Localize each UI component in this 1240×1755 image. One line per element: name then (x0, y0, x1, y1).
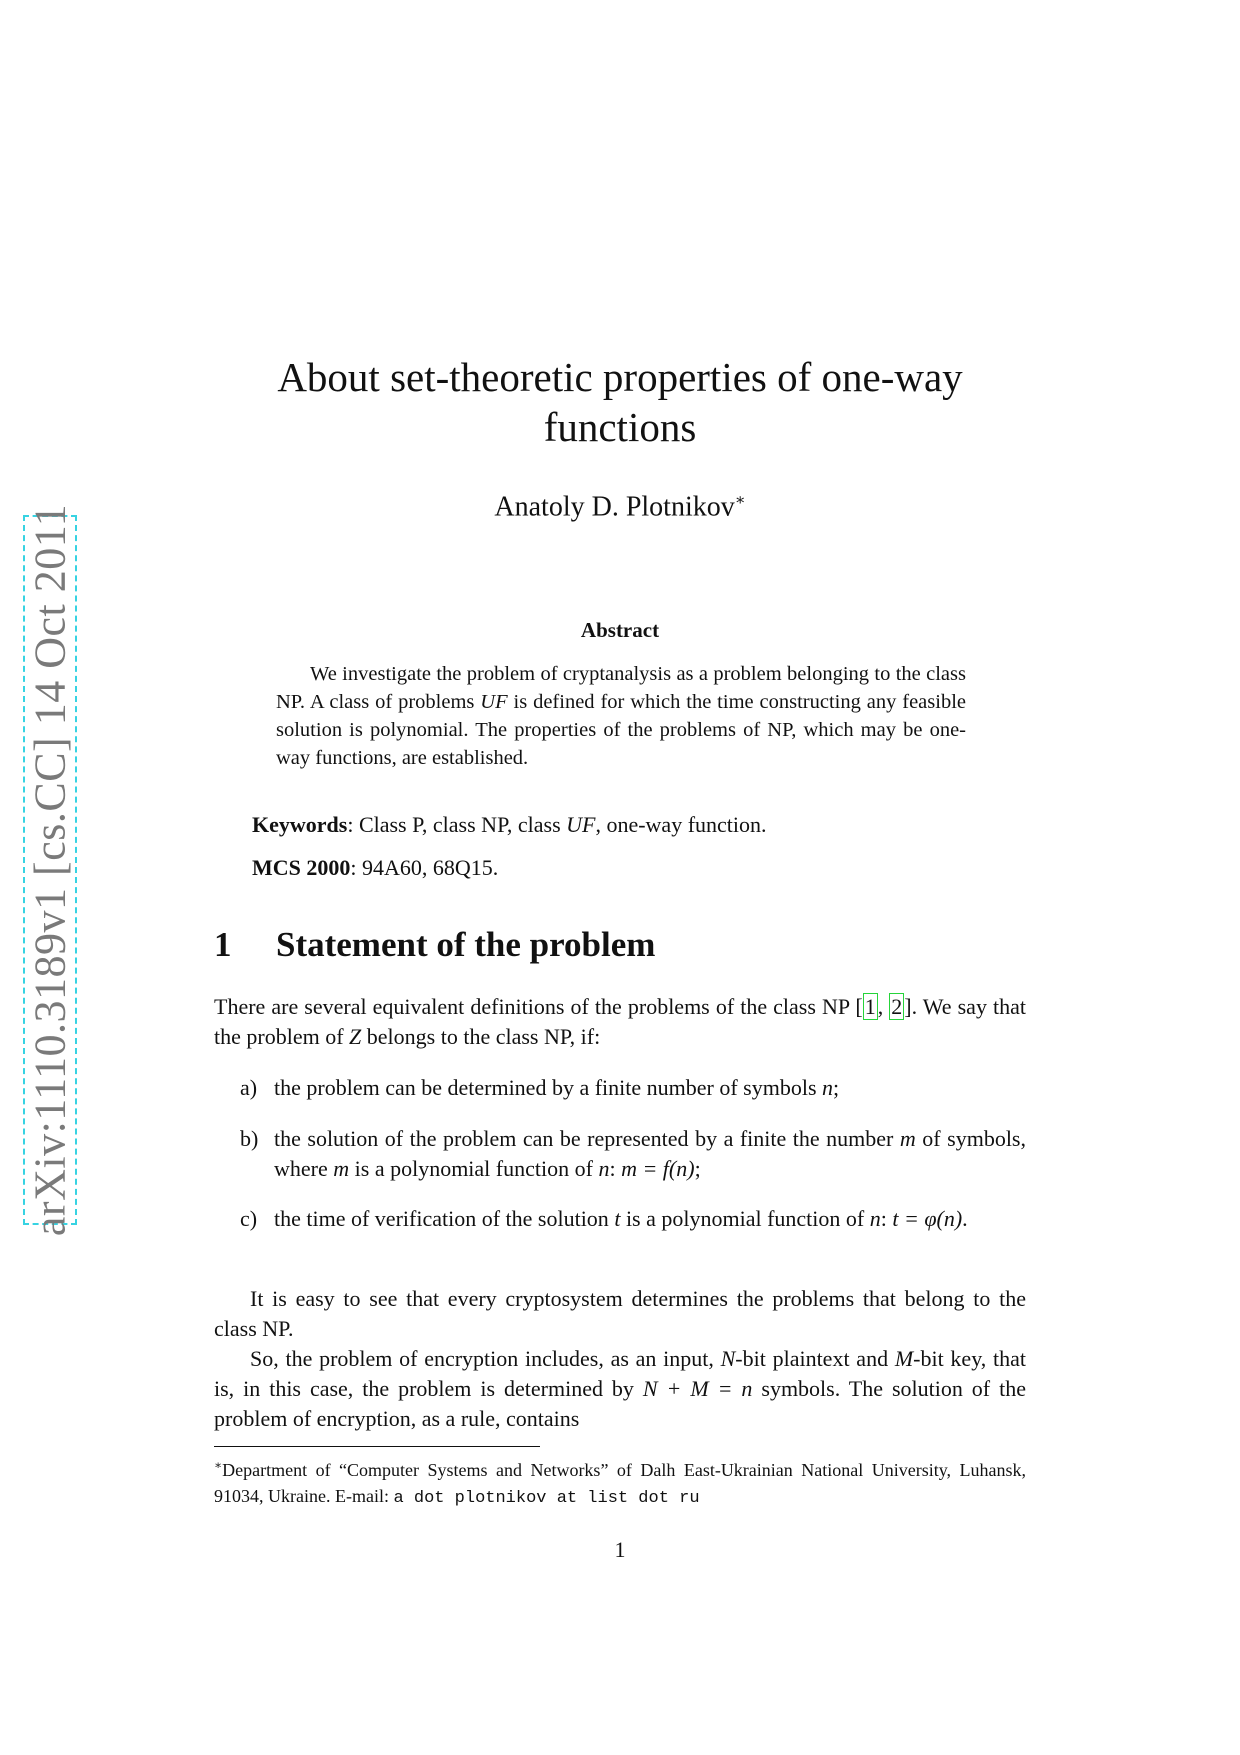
para3-text-4: symbols. The solution of the problem of encryption, as a rule, contains (214, 1376, 1026, 1431)
paragraph-3 (214, 1344, 1026, 1434)
list-item-a (240, 1073, 1026, 1103)
list-b-text-2: of symbols, where (274, 1126, 1026, 1181)
keywords (252, 812, 1052, 838)
para1-text-3: belongs to the class NP, if: (361, 1024, 601, 1049)
section-number: 1 (214, 925, 232, 964)
list-marker: c) (240, 1206, 258, 1231)
list-b-text-4: : (609, 1156, 622, 1181)
list-c-text-4: . (962, 1206, 968, 1231)
footnote-mark: ∗ (214, 1458, 223, 1472)
list-a-n: n (822, 1075, 834, 1100)
author-name: Anatoly D. Plotnikov (494, 491, 735, 523)
abstract-heading: Abstract (580, 618, 660, 642)
para3-formula: N + M = n (642, 1376, 753, 1401)
abstract-text-2: is defined for which the time constructing any feasible solution is polynomial. The properties of the problems of NP, which may be one-way functions, are established. (276, 691, 966, 769)
list-c-formula: t = φ(n) (892, 1206, 963, 1231)
list-b-n: n (598, 1156, 610, 1181)
section-heading (214, 925, 1034, 965)
abstract-uf: UF (480, 691, 508, 713)
citation-separator: , (877, 994, 890, 1019)
list-c-t: t (614, 1206, 621, 1231)
list-c-n: n (869, 1206, 881, 1231)
author (200, 490, 1040, 523)
list-b-text-3: is a polynomial function of (349, 1156, 599, 1181)
mcs-label: MCS 2000 (252, 855, 351, 880)
footnote (214, 1452, 1026, 1512)
list-a-text-1: the problem can be determined by a finite number of symbols (274, 1075, 823, 1100)
list-c-text-3: : (880, 1206, 893, 1231)
abstract-body (276, 660, 966, 772)
para1-text-1: There are several equivalent definitions of the problems of the class NP (214, 994, 856, 1019)
paragraph-1: There are several equivalent definitions of the problems of the class NP [1, 2]. We say that the problem of Z belongs to the class NP, if: (214, 994, 1027, 1049)
page-number: 1 (614, 1537, 626, 1562)
para3-text-3: -bit key, that is, in this case, the problem is determined by (214, 1346, 1026, 1401)
list-b-formula: m = f(n) (621, 1156, 695, 1181)
mcs-codes: : 94A60, 68Q15. (350, 855, 499, 880)
para3-N: N (720, 1346, 736, 1371)
list-item-b (240, 1124, 1026, 1184)
list-b-m1: m (899, 1126, 916, 1151)
list-c-text-1: the time of verification of the solution (274, 1206, 615, 1231)
keywords-uf: UF (566, 812, 596, 837)
list-b-text-1: the solution of the problem can be represented by a finite the number (274, 1126, 900, 1151)
para1-z: Z (349, 1024, 362, 1049)
keywords-text-1: : Class P, class NP, class (347, 812, 567, 837)
list-b-text-5: ; (694, 1156, 701, 1181)
arxiv-identifier: arXiv:1110.3189v1 [cs.CC] 14 Oct 2011 (25, 503, 75, 1237)
list-b-m2: m (333, 1156, 350, 1181)
title-line-1: About set-theoretic properties of one-way (277, 354, 963, 400)
list-marker: a) (240, 1075, 258, 1100)
para3-text-2: -bit plaintext and (735, 1346, 895, 1371)
section-title: Statement of the problem (276, 925, 656, 964)
para3-M: M (894, 1346, 914, 1371)
abstract-text-1: We investigate the problem of cryptanalysis as a problem belonging to the class NP. A class of problems (276, 663, 966, 713)
footnote-affiliation: Department of “Computer Systems and Networks” of Dalh East-Ukrainian National University, Luhansk, 91034, Ukraine. E-mail: (214, 1460, 1026, 1506)
para1-text-2: . We say that the problem of (214, 994, 1027, 1049)
footnote-email: a dot plotnikov at list dot ru (393, 1489, 700, 1508)
para3-text-1: So, the problem of encryption includes, as an input, (250, 1346, 721, 1371)
footnote-rule (214, 1446, 540, 1447)
paragraph-2 (214, 1284, 1026, 1434)
paper-title (200, 352, 1040, 452)
citation-link-1[interactable]: 1 (864, 994, 876, 1019)
mcs-classification (252, 855, 1052, 881)
para2-text: It is easy to see that every cryptosystem determines the problems that belong to the class NP. (214, 1286, 1026, 1341)
author-footnote-mark[interactable]: ∗ (734, 492, 746, 509)
list-marker: b) (240, 1126, 259, 1151)
title-line-2: functions (543, 404, 697, 450)
list-c-text-2: is a polynomial function of (620, 1206, 870, 1231)
list-a-text-2: ; (833, 1075, 840, 1100)
arxiv-stamp (23, 503, 77, 1237)
keywords-label: Keywords (252, 812, 348, 837)
keywords-text-2: , one-way function. (595, 812, 767, 837)
list-item-c (240, 1204, 1026, 1234)
citation-link-2[interactable]: 2 (891, 994, 903, 1019)
